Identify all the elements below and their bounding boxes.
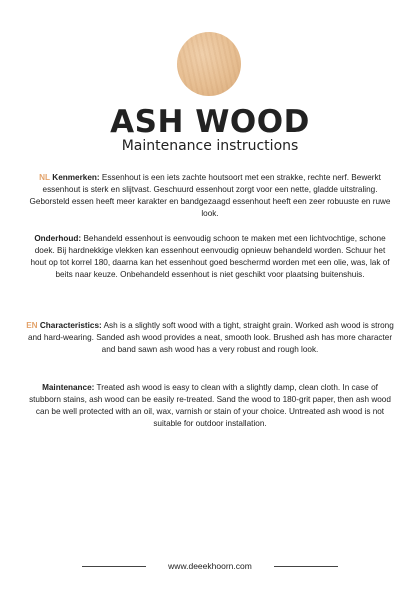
page-subtitle: Maintenance instructions: [121, 138, 299, 154]
website-link[interactable]: www.deeekhoorn.com: [168, 561, 252, 571]
en-characteristics-label: Characteristics:: [39, 321, 102, 330]
en-maintenance-text: Treated ash wood is easy to clean with a slightly damp, clean cloth. In case of stubborn stains, ash wood can be easily re-treated. Sand the wood to 180-grit paper, then ash wood can be well protected with an oil, wax, varnish or stain of your choice. Untreated ash wood is not suitable for outdoor installation.: [29, 383, 391, 428]
nl-characteristics-label: Kenmerken:: [52, 173, 100, 182]
nl-language-code: NL: [39, 173, 51, 182]
nl-maintenance-label: Onderhoud:: [34, 234, 82, 243]
nl-characteristics-text: Essenhout is een iets zachte houtsoort met een strakke, rechte nerf. Bewerkt essenhout is sterk en slijtvast. Geschuurd essenhout zorgt voor een nette, gladde uitstraling. Geborsteld essen heeft meer karakter en bandgezaagd essenhout heeft een zeer robuuste en ruwe look.: [29, 173, 391, 218]
en-characteristics-text: Ash is a slightly soft wood with a tight, straight grain. Worked ash wood is strong and hard-wearing. Sanded ash wood provides a neat, smooth look. Brushed ash has more character and band sawn ash wood has a very robust and rough look.: [27, 321, 394, 354]
en-characteristics-paragraph: [26, 320, 394, 356]
en-language-code: EN: [26, 321, 38, 330]
page-title: ASH WOOD: [110, 104, 310, 140]
wood-sample-image: [177, 32, 241, 96]
nl-maintenance-text: Behandeld essenhout is eenvoudig schoon te maken met een lichtvochtige, schone doek. Bij hardnekkige vlekken kan essenhout eenvoudig opnieuw behandeld worden. Schuur het hout op tot korrel 180, daarna kan het essenhout goed beschermd worden met een olie, was, lak of beits naar keuze. Onbehandeld essenhout is niet geschikt voor plaatsing buitenshuis.: [30, 234, 390, 279]
en-maintenance-paragraph: [26, 382, 394, 430]
footer-divider-right: [274, 566, 338, 567]
nl-maintenance-paragraph: [26, 233, 394, 281]
en-maintenance-label: Maintenance:: [42, 383, 95, 392]
nl-characteristics-paragraph: [26, 172, 394, 220]
